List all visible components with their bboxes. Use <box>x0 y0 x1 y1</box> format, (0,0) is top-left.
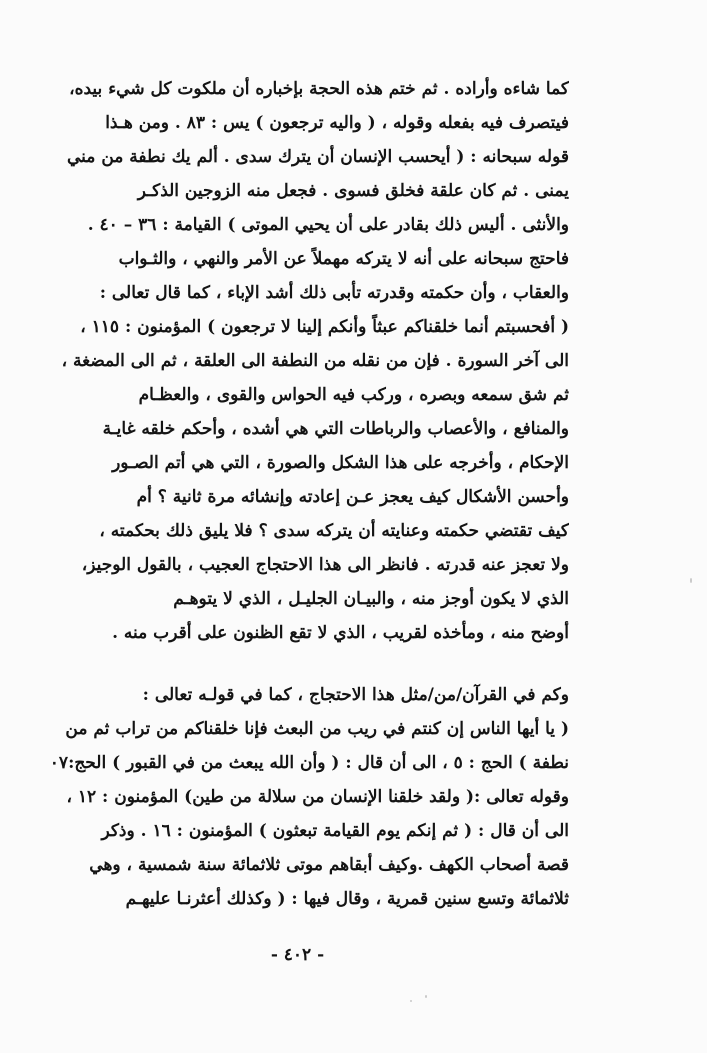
text-line: الى أن قال : ( ثم إنكم يوم القيامة تبعثون ) المؤمنون : ١٦ . وذكر <box>101 821 569 841</box>
text-line: والمنافع ، والأعصاب والرباطات التي هي أشده ، وأحكم خلقه غايـة <box>102 419 569 439</box>
text-line: نطفة ) الحج : ٥ ، الى أن قال : ( وأن الله يبعث من في القبور ) الحج:٠٧ <box>49 753 569 773</box>
text-line: كما شاءه وأراده . ثم ختم هذه الحجة بإخباره أن ملكوت كل شيء بيده، <box>69 79 569 99</box>
scan-speck <box>410 1000 412 1002</box>
text-line: والعقاب ، وأن حكمته وقدرته تأبى ذلك أشد الإباء ، كما قال تعالى : <box>99 283 569 303</box>
text-line: وكم في القرآن/من/مثل هذا الاحتجاج ، كما في قولـه تعالى : <box>142 685 569 705</box>
scan-speck <box>425 995 427 998</box>
text-line: قصة أصحاب الكهف .وكيف أبقاهم موتى ثلاثمائة سنة شمسية ، وهي <box>89 855 569 875</box>
page-number: - ٤٠٢ - <box>270 945 325 965</box>
text-line: ثلاثمائة وتسع سنين قمرية ، وقال فيها : ( وكذلك أعثرنـا عليهـم <box>125 889 569 909</box>
text-line: يمنى . ثم كان علقة فخلق فسوى . فجعل منه الزوجين الذكـر <box>137 181 569 201</box>
paragraph-2 <box>31 678 569 916</box>
text-line: وقوله تعالى :( ولقد خلقنا الإنسان من سلالة من طين) المؤمنون : ١٢ ، <box>66 787 569 807</box>
text-line: ( يا أيها الناس إن كنتم في ريب من البعث فإنا خلقناكم من تراب ثم من <box>65 719 569 739</box>
scan-speck <box>690 578 692 583</box>
text-line: كيف تقتضي حكمته وعنايته أن يتركه سدى ؟ فلا يليق ذلك بحكمته ، <box>99 521 569 541</box>
paragraph-1 <box>31 72 569 650</box>
text-line: ثم شق سمعه وبصره ، وركب فيه الحواس والقوى ، والعظـام <box>138 385 569 405</box>
text-line: وأحسن الأشكال كيف يعجز عـن إعادته وإنشائه مرة ثانية ؟ أم <box>136 487 569 507</box>
text-line: أوضح منه ، ومأخذه لقريب ، الذي لا تقع الظنون على أقرب منه . <box>112 623 569 643</box>
text-line: ولا تعجز عنه قدرته . فانظر الى هذا الاحتجاج العجيب ، بالقول الوجيز، <box>81 555 569 575</box>
text-line: قوله سبحانه : ( أيحسب الإنسان أن يترك سدى . ألم يك نطفة من مني <box>67 147 569 167</box>
text-line: الإحكام ، وأخرجه على هذا الشكل والصورة ، التي هي أتم الصـور <box>112 453 569 473</box>
text-line: الى آخر السورة . فإن من نقله من النطفة الى العلقة ، ثم الى المضغة ، <box>61 351 569 371</box>
text-line: ( أفحسبتم أنما خلقناكم عبثاً وأنكم إلينا لا ترجعون ) المؤمنون : ١١٥ ، <box>80 317 569 337</box>
text-line: فيتصرف فيه بفعله وقوله ، ( واليه ترجعون ) يس : ٨٣ . ومن هـذا <box>105 113 569 133</box>
text-line: فاحتج سبحانه على أنه لا يتركه مهملاً عن الأمر والنهي ، والثـواب <box>118 249 569 269</box>
text-line: والأنثى . أليس ذلك بقادر على أن يحيي الموتى ) القيامة : ٣٦ – ٤٠ . <box>87 215 569 235</box>
text-line: الذي لا يكون أوجز منه ، والبيـان الجليـل ، الذي لا يتوهـم <box>173 589 569 609</box>
